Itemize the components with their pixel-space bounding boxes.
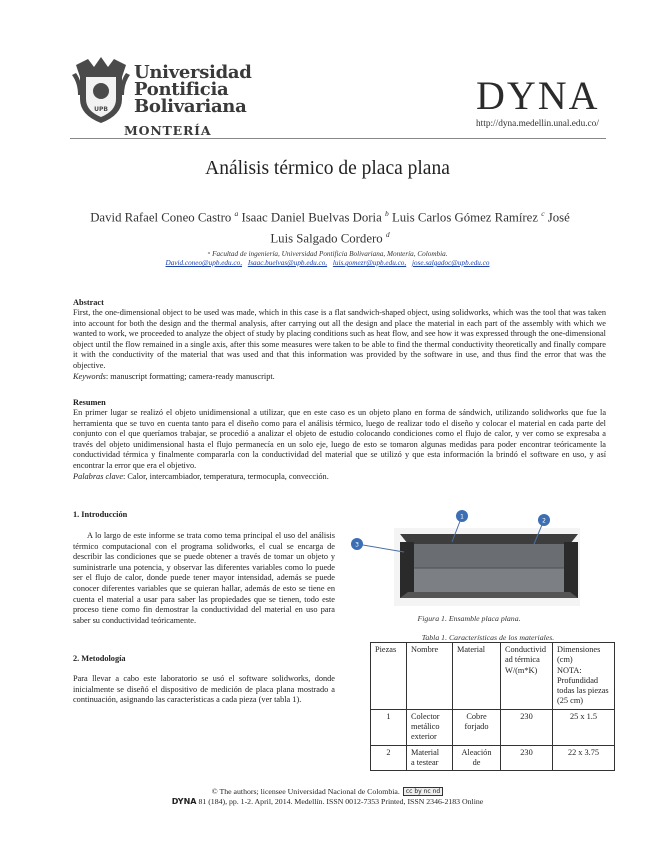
header-line: NOTA:: [557, 665, 582, 675]
author-name: José Luis Salgado Cordero: [270, 210, 570, 246]
marker-label: 2: [542, 517, 546, 525]
figure-assembly: [344, 508, 580, 606]
col-header: [501, 643, 553, 710]
table-row: [371, 745, 615, 771]
author-mark: c: [541, 209, 545, 218]
header-line: Conductivid: [505, 645, 547, 654]
header-line: ad térmica: [505, 655, 540, 665]
col-header: Piezas: [371, 643, 407, 710]
marker-label: 1: [460, 513, 464, 521]
flat-plate-assembly-illustration: [344, 508, 580, 606]
palabras-clave-value: : Calor, intercambiador, temperatura, termocupla, convección.: [123, 471, 329, 481]
resumen-text: [73, 408, 606, 482]
university-name-line: Pontificia: [134, 79, 229, 100]
journal-logo: DYNA: [476, 73, 600, 118]
university-name-line: Bolivariana: [134, 96, 247, 117]
table-header-row: [371, 643, 615, 710]
upb-shield-icon: [70, 55, 132, 127]
marker-label: 3: [355, 541, 359, 549]
table-row: [371, 709, 615, 745]
cell-line: exterior: [411, 732, 437, 742]
cell-line: Aleación: [461, 747, 492, 757]
logo-initials: UPB: [94, 106, 108, 113]
figure-caption: Figura 1. Ensamble placa plana.: [417, 614, 521, 623]
cell-line: de: [472, 757, 481, 767]
email-link[interactable]: Isaac.buelvas@upb.edu.co,: [247, 259, 328, 267]
col-header: Nombre: [407, 643, 453, 710]
abstract-text: [73, 308, 606, 382]
email-list: [60, 258, 595, 268]
intro-heading: 1. Introducción: [73, 510, 128, 519]
resumen-body: En primer lugar se realizó el objeto unidimensional a utilizar, que en este caso es un objeto plano en forma de sándwich, utilizando solidworks que fue la herramienta que se tuvo en cuenta tanto para el diseño como para el análisis térmico, luego de realizar todo el diseño y colocar el material en cada parte del conjunto con el que queríamos trabajar, se procedió a analizar el objeto de estudio colocando condiciones como el flujo de calor, y ver como se expresaba a través del objeto unidimensional hasta el flujo permanecía en un solo eje, luego de esto se tomaron algunas medidas para poder encontrar teóricamente la conductividad térmica y finalmente compararla con la conductividad del material que se utilizó y que esta información la brindó el software en uso, y así encontrar la error que era el objetivo.: [73, 408, 606, 470]
header-line: todas las piezas: [557, 686, 609, 696]
resumen-heading: Resumen: [73, 398, 106, 407]
email-link[interactable]: David.coneo@upb.edu.co,: [165, 259, 243, 267]
cell-dimensiones: 22 x 3.75: [553, 745, 615, 771]
journal-name: DYNA: [171, 797, 197, 806]
metodologia-heading: 2. Metodología: [73, 654, 126, 663]
palabras-clave-label: Palabras clave: [73, 471, 124, 481]
citation-line: [0, 797, 655, 806]
cell-line: Colector: [411, 711, 440, 721]
university-name: [134, 64, 252, 115]
author-mark: d: [385, 230, 390, 240]
affiliation: ᵃ Facultad de ingeniería, Universidad Pontificia Bolivariana, Montería, Colombia.: [207, 250, 448, 258]
cell-line: metálico: [411, 722, 440, 732]
author-name: Luis Carlos Gómez Ramírez: [391, 210, 539, 225]
cc-license-icon: cc by nc nd: [403, 787, 443, 796]
col-header: Material: [453, 643, 501, 710]
header-line: Dimensiones: [557, 645, 601, 654]
journal-url[interactable]: http://dyna.medellin.unal.edu.co/: [476, 119, 599, 129]
header-line: Profundidad: [557, 675, 599, 685]
header-line: (25 cm): [557, 696, 584, 706]
cell-pieza: 1: [371, 709, 407, 745]
cell-nombre: [407, 709, 453, 745]
university-name-line: Universidad: [134, 62, 252, 83]
cell-line: Cobre: [466, 711, 487, 721]
header-line: (cm): [557, 655, 573, 665]
author-mark: b: [385, 209, 389, 218]
citation-text: 81 (184), pp. 1-2. April, 2014. Medellín. ISSN 0012-7353 Printed, ISSN 2346-2183 Online: [196, 797, 484, 806]
author-mark: a: [234, 209, 239, 218]
cell-material: [453, 709, 501, 745]
metodologia-text: Para llevar a cabo este laboratorio se usó el software solidworks, donde inicialmente se diseñó el dispositivo de medición de placa plana mostrado a continuación, asignando las características a cada pieza (ver tabla 1).: [73, 674, 335, 705]
abstract-heading: Abstract: [73, 298, 104, 307]
cell-line: a testear: [411, 757, 439, 767]
cell-conductividad: 230: [501, 745, 553, 771]
cell-dimensiones: 25 x 1.5: [553, 709, 615, 745]
license-text: © The authors; licensee Universidad Nacional de Colombia.: [211, 787, 400, 796]
license-line: [0, 787, 655, 796]
author-name: Isaac Daniel Buelvas Doria: [241, 210, 382, 225]
cell-pieza: 2: [371, 745, 407, 771]
cell-nombre: [407, 745, 453, 771]
keywords-value: : manuscript formatting; camera-ready manuscript.: [105, 371, 275, 381]
abstract-body: First, the one-dimensional object to be used was made, which in this case is a flat sandwich-shaped object, using solidworks, which was the tool that was taken into account for both the design and the thermal analysis, after carrying out all the design and place the material in each part of the assembly with which we wanted to work, we proceeded to analyze the object of study by placing conditions such as heat flow, and see how it was expressed through the one-dimensional object until the flow remained in a single axis, after this some measures were taken to be able to find the thermal conductivity theoretically and finally compare it with the conductivity of the material that was used and that this information was provided by the software in use, and thus find the error that was the objective.: [73, 308, 606, 370]
university-logo: [70, 55, 260, 139]
header-line: W/(m*K): [505, 665, 538, 675]
email-link[interactable]: jose.salgadoc@upb.edu.co: [411, 259, 490, 267]
email-link[interactable]: luis.gomezr@upb.edu.co,: [332, 259, 407, 267]
author-name: David Rafael Coneo Castro: [90, 210, 232, 225]
cell-conductividad: 230: [501, 709, 553, 745]
col-header: [553, 643, 615, 710]
keywords-label: Keywords: [73, 371, 106, 381]
cell-material: [453, 745, 501, 771]
intro-text: A lo largo de este informe se trata como tema principal el uso del análisis térmico computacional con el programa solidworks, el cual se encarga de describir las condiciones que se puede obtener a través de tomar un objeto y suministrarle una potencia, y observar las diferentes variables como lo puede ser el flujo de calor, donde puede tener mayor intensidad, además se puede conocer diferentes variables que se quieran hallar, además de esto se tiene en cuenta el material a usar para saber las propiedades que se tienen, todo este proceso tiene como fin demostrar la conductividad del material en uso para saber su conductividad teóricamente.: [73, 531, 335, 625]
cell-line: forjado: [464, 722, 489, 732]
table-caption: Tabla 1. Características de los materiales.: [421, 633, 555, 642]
page-title: Análisis térmico de placa plana: [205, 158, 450, 179]
materials-table: [370, 642, 615, 771]
header-divider: [70, 138, 606, 139]
university-city: MONTERÍA: [124, 123, 212, 138]
author-list: [80, 205, 580, 248]
cell-line: Material: [411, 747, 440, 757]
